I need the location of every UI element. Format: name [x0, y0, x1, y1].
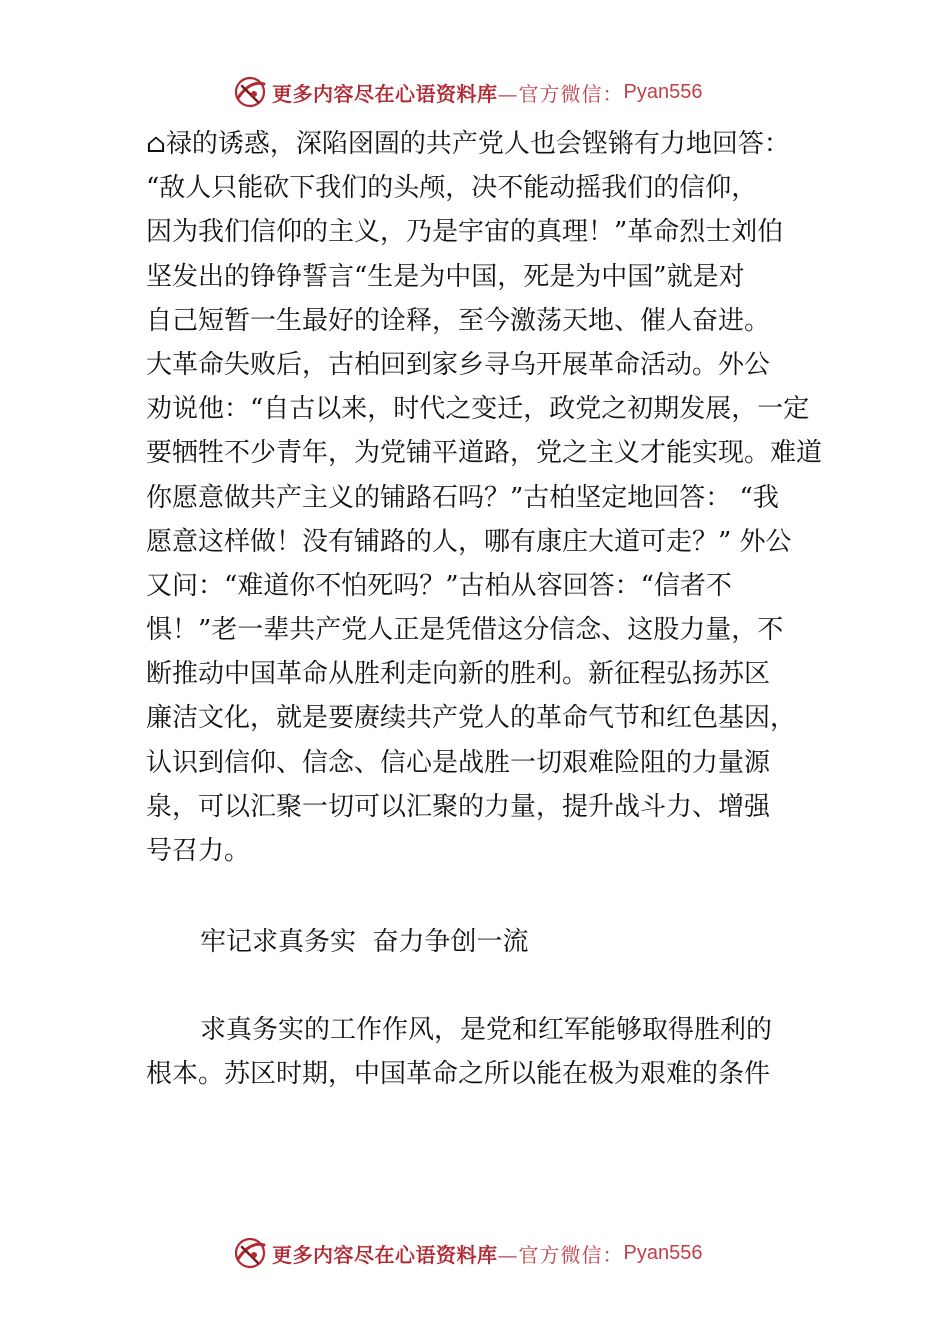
- paragraph-1: [146, 122, 823, 873]
- text-line: 惧！”老一辈共产党人正是凭借这分信念、这股力量，不: [146, 615, 784, 646]
- text-line: 坚发出的铮铮誓言“生是为中国，死是为中国”就是对: [146, 261, 745, 292]
- footer-banner-wechat-id: Pyan556: [623, 1241, 703, 1264]
- text-line: 愿意这样做！没有铺路的人，哪有康庄大道可走？” 外公: [146, 526, 792, 557]
- header-banner-wechat-id: Pyan556: [623, 80, 703, 103]
- text-line: 大革命失败后，古柏回到家乡寻乌开展革命活动。外公: [146, 349, 771, 380]
- header-banner: [232, 74, 702, 110]
- brand-logo-icon: [232, 1235, 268, 1271]
- header-banner-wechat-label: —官方微信：: [497, 81, 624, 106]
- paragraph-2: [146, 1008, 818, 1096]
- footer-banner-title: 更多内容尽在心语资料库: [272, 1242, 498, 1267]
- text-line: 劝说他：“自古以来，时代之变迁，政党之初期发展，一定: [146, 394, 810, 425]
- text-line: 泉，可以汇聚一切可以汇聚的力量，提升战斗力、增强: [146, 791, 771, 822]
- text-line: 又问：“难道你不怕死吗？”古柏从容回答：“信者不: [146, 570, 732, 601]
- text-line: ⌂禄的诱惑，深陷囹圄的共产党人也会铿锵有力地回答：: [146, 129, 790, 159]
- text-line: “敌人只能砍下我们的头颅，决不能动摇我们的信仰，: [146, 173, 758, 204]
- text-line: 因为我们信仰的主义，乃是宇宙的真理！”革命烈士刘伯: [146, 217, 784, 248]
- footer-banner: [232, 1235, 702, 1271]
- text-line: 断推动中国革命从胜利走向新的胜利。新征程弘扬苏区: [146, 659, 771, 690]
- text-line: 你愿意做共产主义的铺路石吗？”古柏坚定地回答： “我: [146, 482, 779, 513]
- section-heading: 牢记求真务实 奋力争创一流: [200, 927, 529, 957]
- text-line: 认识到信仰、信念、信心是战胜一切艰难险阻的力量源: [146, 747, 771, 778]
- footer-banner-wechat-label: —官方微信：: [497, 1242, 624, 1267]
- text-line: 求真务实的工作作风，是党和红军能够取得胜利的: [200, 1015, 773, 1045]
- text-line: 根本。苏区时期，中国革命之所以能在极为艰难的条件: [146, 1059, 771, 1090]
- brand-logo-icon: [232, 74, 268, 110]
- text-line: 自己短暂一生最好的诠释，至今激荡天地、催人奋进。: [146, 305, 771, 336]
- text-line: 号召力。: [146, 836, 251, 866]
- header-banner-title: 更多内容尽在心语资料库: [272, 81, 498, 106]
- text-line: 要牺牲不少青年，为党铺平道路，党之主义才能实现。难道: [146, 438, 823, 469]
- text-line: 廉洁文化，就是要赓续共产党人的革命气节和红色基因，: [146, 703, 797, 734]
